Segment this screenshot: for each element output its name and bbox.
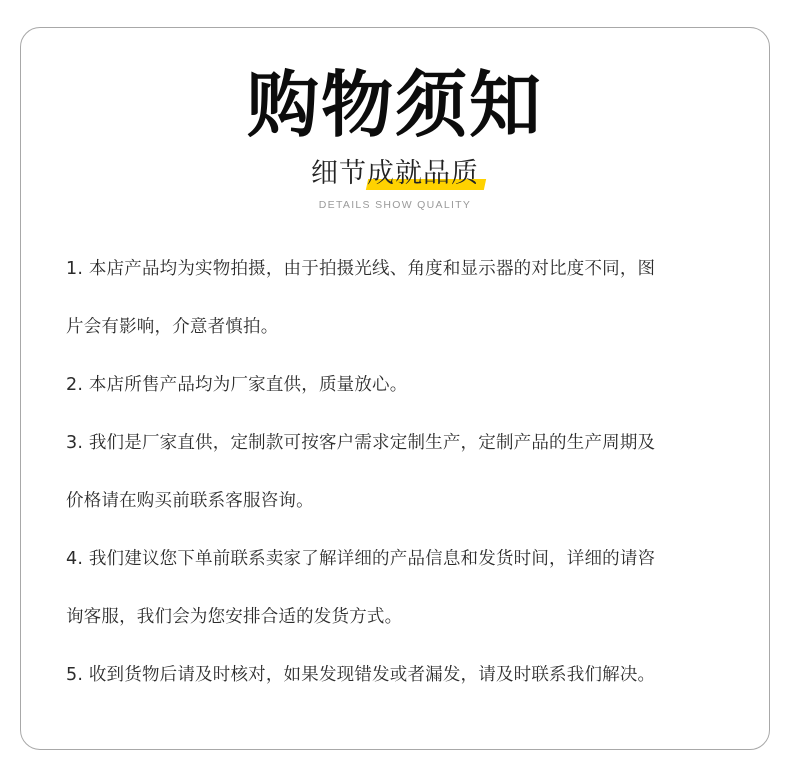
subtitle-plain: 细节 (311, 158, 367, 189)
subtitle (311, 156, 479, 192)
notice-line-1: 1. 本店产品均为实物拍摄，由于拍摄光线、角度和显示器的对比度不同，图 (66, 259, 656, 279)
notice-line-5: 价格请在购买前联系客服咨询。 (66, 491, 314, 511)
notice-line-3: 2. 本店所售产品均为厂家直供，质量放心。 (66, 375, 408, 395)
subtitle-highlight: 成就品质 (367, 156, 479, 192)
notice-line-8: 5. 收到货物后请及时核对，如果发现错发或者漏发，请及时联系我们解决。 (66, 665, 656, 685)
notice-line-2: 片会有影响，介意者慎拍。 (66, 317, 279, 337)
page-title: 购物须知 (246, 63, 543, 147)
notice-line-6: 4. 我们建议您下单前联系卖家了解详细的产品信息和发货时间，详细的请咨 (66, 549, 656, 569)
subtitle-english: DETAILS SHOW QUALITY (318, 199, 472, 211)
notice-line-4: 3. 我们是厂家直供，定制款可按客户需求定制生产，定制产品的生产周期及 (66, 433, 656, 453)
notice-list (66, 246, 736, 710)
subtitle-row (0, 156, 790, 192)
notice-line-7: 询客服，我们会为您安排合适的发货方式。 (66, 607, 403, 627)
